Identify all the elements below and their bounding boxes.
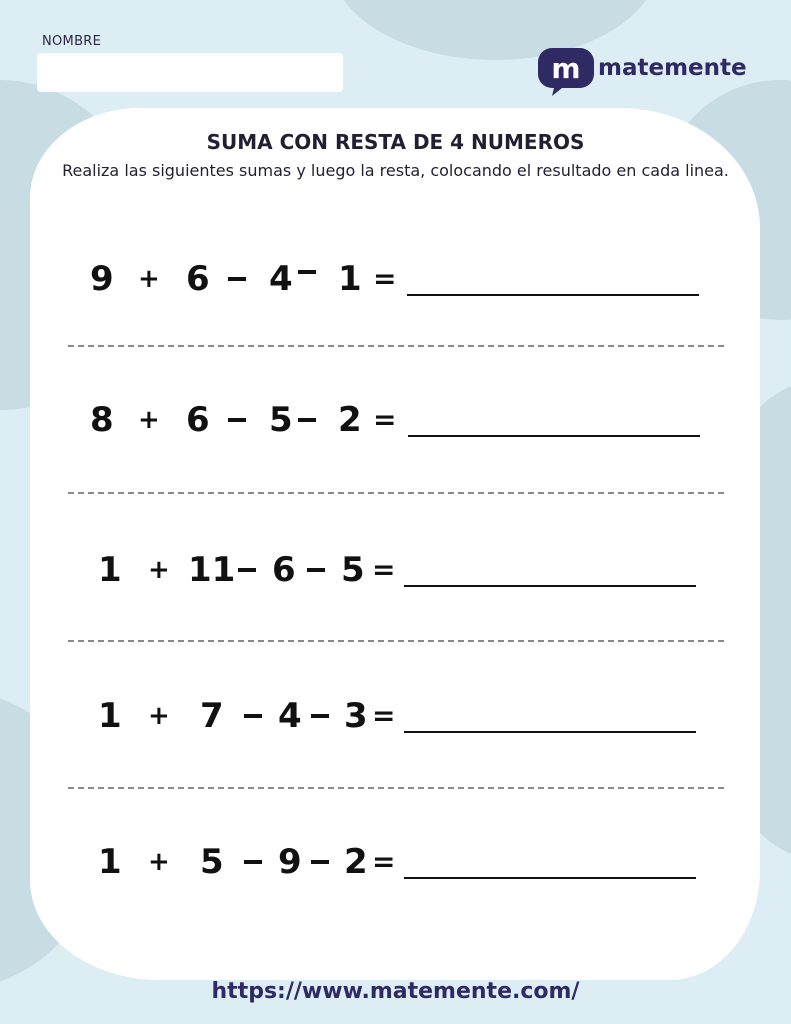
name-field[interactable] — [37, 53, 343, 92]
equals-sign: = — [373, 403, 397, 436]
operand-b: 11 — [188, 550, 236, 590]
minus-sign — [228, 418, 246, 422]
operand-d: 2 — [344, 842, 368, 882]
operand-d: 1 — [338, 259, 362, 299]
equals-sign: = — [372, 845, 396, 878]
minus-sign — [311, 714, 329, 718]
operand-b: 7 — [200, 696, 224, 736]
logo-text: matemente — [598, 55, 747, 81]
problem-row — [0, 540, 791, 600]
answer-line[interactable] — [404, 585, 696, 587]
operand-d: 2 — [338, 400, 362, 440]
plus-sign: + — [138, 405, 160, 435]
background-blob — [330, 0, 660, 60]
speech-bubble-logo-icon — [538, 46, 594, 96]
operand-c: 4 — [278, 696, 302, 736]
dashed-separator — [68, 787, 724, 789]
plus-sign: + — [148, 555, 170, 585]
logo-letter: m — [551, 52, 581, 85]
minus-sign — [244, 714, 262, 718]
problem-row — [0, 249, 791, 309]
answer-line[interactable] — [407, 294, 699, 296]
dashed-separator — [68, 345, 724, 347]
operand-c: 4 — [269, 259, 293, 299]
operand-d: 3 — [344, 696, 368, 736]
operand-b: 5 — [200, 842, 224, 882]
answer-line[interactable] — [408, 435, 700, 437]
answer-line[interactable] — [404, 731, 696, 733]
operand-a: 8 — [90, 400, 114, 440]
name-label: NOMBRE — [42, 34, 102, 49]
answer-line[interactable] — [404, 877, 696, 879]
operand-b: 6 — [186, 259, 210, 299]
worksheet-instructions: Realiza las siguientes sumas y luego la resta, colocando el resultado en cada linea. — [62, 161, 729, 180]
minus-sign — [298, 270, 316, 274]
problem-row — [0, 832, 791, 892]
minus-sign — [311, 860, 329, 864]
equals-sign: = — [372, 553, 396, 586]
operand-a: 1 — [98, 842, 122, 882]
dashed-separator — [68, 640, 724, 642]
plus-sign: + — [138, 264, 160, 294]
minus-sign — [307, 568, 325, 572]
minus-sign — [228, 277, 246, 281]
plus-sign: + — [148, 847, 170, 877]
operand-b: 6 — [186, 400, 210, 440]
dashed-separator — [68, 492, 724, 494]
operand-a: 1 — [98, 550, 122, 590]
website-url[interactable]: https://www.matemente.com/ — [211, 979, 580, 1004]
problem-row — [0, 686, 791, 746]
operand-c: 9 — [278, 842, 302, 882]
worksheet-title: SUMA CON RESTA DE 4 NUMEROS — [206, 130, 585, 154]
equals-sign: = — [373, 262, 397, 295]
minus-sign — [244, 860, 262, 864]
operand-c: 5 — [269, 400, 293, 440]
equals-sign: = — [372, 699, 396, 732]
operand-a: 9 — [90, 259, 114, 299]
plus-sign: + — [148, 701, 170, 731]
operand-a: 1 — [98, 696, 122, 736]
minus-sign — [298, 418, 316, 422]
minus-sign — [238, 568, 256, 572]
operand-d: 5 — [341, 550, 365, 590]
problem-row — [0, 390, 791, 450]
operand-c: 6 — [272, 550, 296, 590]
